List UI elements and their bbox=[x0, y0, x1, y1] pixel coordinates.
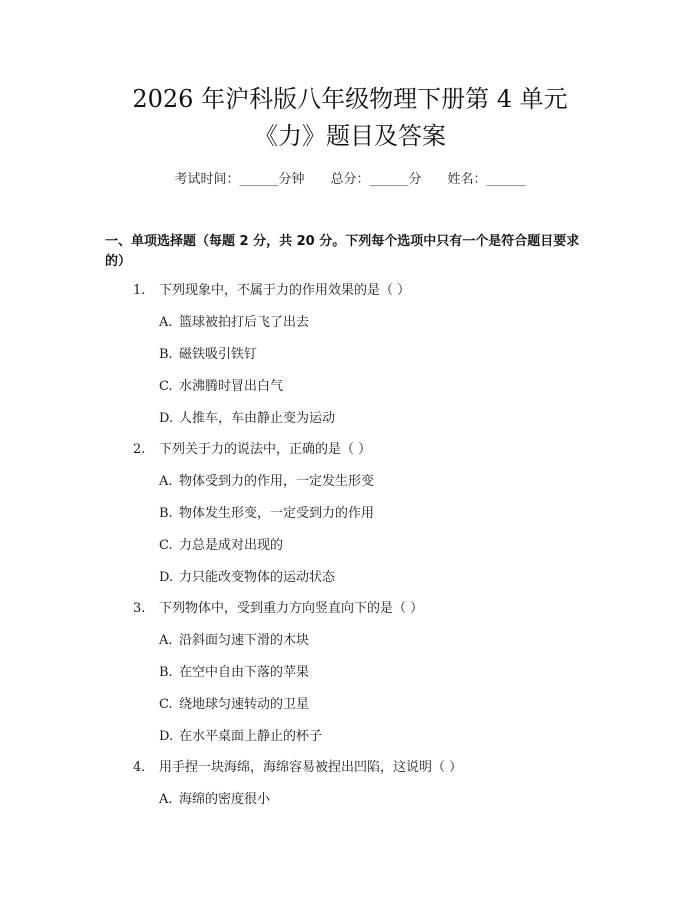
option-text: 物体受到力的作用，一定发生形变 bbox=[179, 474, 375, 489]
document-title-line2: 《力》题目及答案 bbox=[254, 122, 446, 150]
option-label: B. bbox=[159, 347, 173, 362]
question-number: 3. bbox=[133, 601, 146, 616]
option-label: A. bbox=[159, 633, 173, 648]
option-label: A. bbox=[159, 792, 173, 807]
option-text: 水沸腾时冒出白气 bbox=[179, 379, 284, 394]
option-text: 在空中自由下落的苹果 bbox=[179, 665, 310, 680]
option-1a bbox=[159, 314, 309, 332]
option-label: A. bbox=[159, 474, 173, 489]
option-4a bbox=[159, 791, 270, 809]
option-label: C. bbox=[159, 379, 173, 394]
option-2b bbox=[159, 505, 374, 523]
option-label: D. bbox=[159, 729, 174, 744]
option-text: 人推车，车由静止变为运动 bbox=[179, 411, 336, 426]
option-label: C. bbox=[159, 697, 173, 712]
question-number: 1. bbox=[133, 283, 146, 298]
option-text: 力只能改变物体的运动状态 bbox=[179, 570, 336, 585]
option-1b bbox=[159, 346, 257, 364]
option-3b bbox=[159, 664, 309, 682]
option-3d bbox=[159, 728, 322, 746]
option-3a bbox=[159, 632, 309, 650]
question-number: 2. bbox=[133, 442, 146, 457]
question-text: 下列现象中，不属于力的作用效果的是（ ） bbox=[159, 283, 411, 298]
option-text: 篮球被拍打后飞了出去 bbox=[179, 315, 310, 330]
option-label: B. bbox=[159, 506, 173, 521]
option-text: 海绵的密度很小 bbox=[179, 792, 271, 807]
option-text: 在水平桌面上静止的杯子 bbox=[179, 729, 323, 744]
exam-time: 考试时间：______分钟 bbox=[174, 172, 305, 187]
exam-name: 姓名：______ bbox=[447, 172, 526, 187]
option-text: 磁铁吸引铁钉 bbox=[179, 347, 258, 362]
option-label: C. bbox=[159, 538, 173, 553]
option-text: 力总是成对出现的 bbox=[179, 538, 284, 553]
exam-score: 总分：______分 bbox=[330, 172, 422, 187]
option-text: 物体发生形变，一定受到力的作用 bbox=[179, 506, 375, 521]
document-title-line1: 2026 年沪科版八年级物理下册第 4 单元 bbox=[132, 85, 568, 113]
option-label: D. bbox=[159, 411, 174, 426]
option-label: A. bbox=[159, 315, 173, 330]
option-text: 绕地球匀速转动的卫星 bbox=[179, 697, 310, 712]
option-label: D. bbox=[159, 570, 174, 585]
exam-info bbox=[0, 168, 700, 187]
question-text: 用手捏一块海绵，海绵容易被捏出凹陷，这说明（ ） bbox=[159, 760, 463, 775]
option-2d bbox=[159, 569, 335, 587]
option-2c bbox=[159, 537, 283, 555]
option-2a bbox=[159, 473, 374, 491]
option-label: B. bbox=[159, 665, 173, 680]
section-heading: 一、单项选择题（每题 2 分，共 20 分。下列每个选项中只有一个是符合题目要求的） bbox=[105, 234, 580, 269]
question-text: 下列关于力的说法中，正确的是（ ） bbox=[159, 442, 372, 457]
option-1c bbox=[159, 378, 283, 396]
option-text: 沿斜面匀速下滑的木块 bbox=[179, 633, 310, 648]
option-1d bbox=[159, 410, 335, 428]
question-number: 4. bbox=[133, 760, 146, 775]
question-text: 下列物体中，受到重力方向竖直向下的是（ ） bbox=[159, 601, 424, 616]
option-3c bbox=[159, 696, 309, 714]
